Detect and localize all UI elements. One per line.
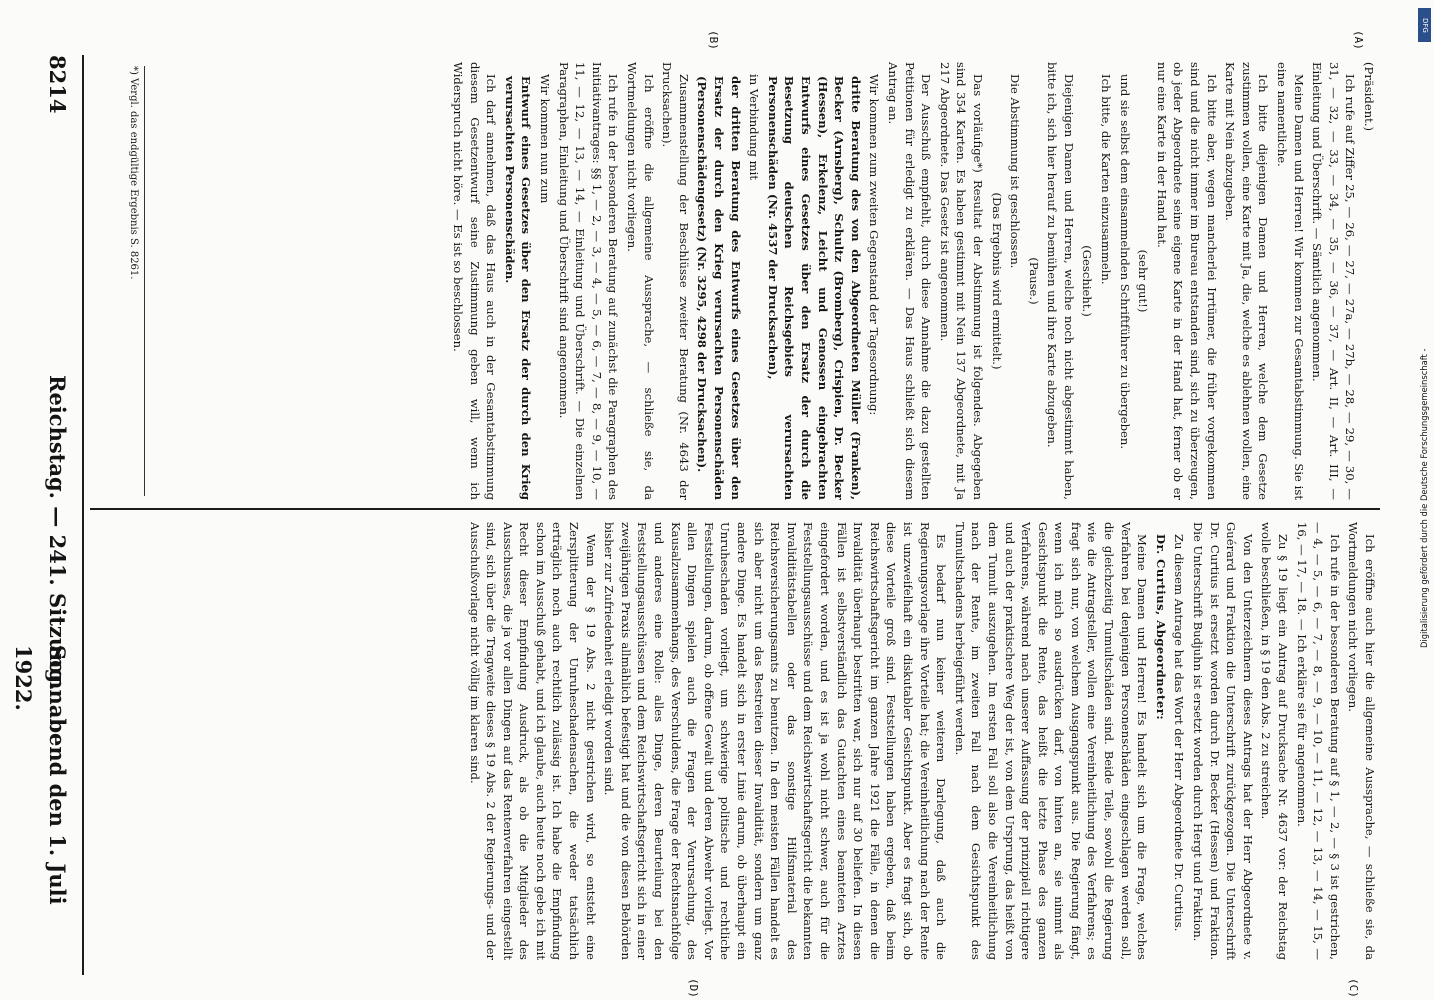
agenda-item: der dritten Beratung des Entwurfs eines Gesetzes über den Ersatz der durch den Krieg verursachten Personenschäden (Personenschädengesetz) (Nr. 3295, 4298 der Drucksachen). bbox=[695, 76, 743, 500]
paragraph: Ich rufe in der besonderen Beratung auf § 1, — 2, — § 3 ist gestrichen, — 4, — 5, — 6, — 7, — 8, — 9, — 10, — 11, — 12, — 13, — 14, — 15, — 16, — 17, — 18. — Ich erkläre sie für angenommen. bbox=[1294, 522, 1342, 960]
paragraph: Zu § 19 liegt ein Antrag auf Drucksache Nr. 4637 vor: der Reichstag wolle beschließen, in § 19 den Abs. 2 zu streichen. bbox=[1259, 522, 1291, 960]
paragraph: Ich bitte diejenigen Damen und Herren, welche dem Gesetze zustimmen wollen, eine Karte mit Ja, die, welche es ablehnen wollen, eine Karte mit Nein abzugeben. bbox=[1223, 62, 1271, 500]
margin-marker-c: (C) bbox=[1347, 978, 1360, 998]
remark: (Das Ergebnis wird ermittelt.) bbox=[989, 192, 1004, 370]
paragraph: Wir kommen nun zum bbox=[538, 74, 553, 204]
dfg-logo: DFG bbox=[1418, 8, 1431, 42]
paragraph: Meine Damen und Herren! Wir kommen zur Gesamtabstimmung. Sie ist eine namentliche. bbox=[1275, 62, 1306, 500]
paragraph: Wir kommen zum zweiten Gegenstand der Tagesordnung: bbox=[867, 74, 882, 416]
paragraph: Diejenigen Damen und Herren, welche noch nicht abgestimmt haben, bitte ich, sich hier herauf zu bemühen und ihre Karte abzugeben. bbox=[1045, 62, 1076, 500]
paragraph: Das vorläufige*) Resultat der Abstimmung ist folgendes. Abgegeben sind 354 Karten. Es haben gestimmt mit Nein 137 Abgeordnete, mit Ja 217 Abgeordnete. Das Gesetz ist angenommen. bbox=[937, 62, 985, 500]
agenda-item: Entwurf eines Gesetzes über den Ersatz der durch den Krieg verursachten Personenschäden. bbox=[502, 76, 534, 500]
paragraph: Die Abstimmung ist geschlossen. bbox=[1008, 74, 1023, 269]
paragraph: Ich eröffne auch hier die allgemeine Aussprache, — schließe sie, da Wortmeldungen nicht vorliegen. bbox=[1346, 522, 1377, 960]
remark: (sehr gut!) bbox=[1136, 249, 1151, 313]
margin-marker-a: (A) bbox=[1352, 30, 1365, 50]
paragraph: in Verbindung mit bbox=[747, 74, 762, 180]
paragraph: Wenn der § 19 Abs. 2 nicht gestrichen wird, so entsteht eine Zersplitterung der Unruheschadensachen, die weder tatsächlich erträglich noch auch rechtlich zulässig ist. Ich habe die Empfindung schon im Ausschuß gehabt, und ich glaube, auch heute noch gebe ich mit Recht dieser Empfindung Ausdruck, als ob die Mitglieder des Ausschusses, die ja vor allen Dingen auf das Rentenverfahren eingestellt sind, sich über die Tragweite dieses § 19 Abs. 2 der Regierungs- und der Ausschußvorlage nicht völlig im klaren sind. bbox=[467, 522, 598, 960]
agenda-item: dritte Beratung des von den Abgeordneten Müller (Franken), Becker (Arnsberg), Schultz (Bromberg), Crispien, Dr. Becker (Hessen), Erkelenz, Leicht und Genossen eingebrachten Entwurfs eines Gesetzes über den Ersatz der durch die Besetzung deutschen Reichsgebiets verursachten Personenschäden (Nr. 4537 der Drucksachen), bbox=[765, 76, 863, 500]
paragraph: Ich rufe auf Ziffer 25, — 26, — 27, — 27a, — 27b, — 28, — 29, — 30, — 31, — 32, — 33, — 34, — 35, — 36, — 37, — Art. II, — Art. III, — Einleitung und Überschrift. — Sämtlich angenommen. bbox=[1310, 62, 1358, 500]
paragraph: Zu diesem Antrage hat das Wort der Herr Abgeordnete Dr. Curtius. bbox=[1172, 534, 1187, 932]
header-rule bbox=[82, 55, 84, 975]
paragraph: Ich bitte, die Karten einzusammeln. bbox=[1099, 74, 1114, 285]
session-date: Sonnabend den 1. Juli 1922. bbox=[11, 645, 70, 905]
paragraph: Ich bitte aber, wegen mancherlei Irrtümer, die früher vorgekommen sind und die nicht immer im Bureau entstanden sind, sich zu überzeugen, ob jeder Abgeordnete seine eigene Karte in der Hand hat, ferner ob er nur eine Karte in der Hand hat. bbox=[1154, 62, 1219, 500]
digitization-sidebar bbox=[1418, 8, 1432, 988]
digitization-note: Digitalisierung gefördert durch die Deutsche Forschungsgemeinschaft - bbox=[1419, 348, 1429, 648]
speaker-label: Dr. Curtius, Abgeordneter: bbox=[1153, 534, 1168, 721]
speaker-label: (Präsident.) bbox=[1362, 62, 1376, 132]
session-title: Reichstag. — 241. Sitzung. bbox=[45, 375, 70, 691]
paragraph: Von den Unterzeichnern dieses Antrags hat der Herr Abgeordnete v. Guérard und Fraktion die Unterschrift zurückgezogen. Die Unterschrift Dr. Curtius ist ersetzt worden durch Dr. Becker (Hessen) und Fraktion. Die Unterschrift Budjuhn ist ersetzt worden durch Hergt und Fraktion. bbox=[1191, 522, 1255, 960]
left-column bbox=[98, 62, 1378, 500]
column-divider bbox=[90, 508, 1380, 510]
paragraph: Meine Damen und Herren! Es handelt sich um die Frage, welches Verfahren bei denjenigen Personenschäden eingeschlagen werden soll, die gleichzeitig Tumultschäden sind. Beide Teile, sowohl die Regierung wie die Antragsteller, wollen eine Vereinheitlichung des Verfahrens; es fragt sich nur, von welchem Ausgangspunkt aus. Die Regierung fängt, wenn ich mich so ausdrücken darf, von hinten an, sie nimmt als Gesichtspunkt die Rente, das heißt die letzte Phase des ganzen Verfahrens, während nach unserer Auffassung der prinzipiell richtigere und auch der praktischere Weg der ist, von dem Ursprung, das heißt von dem Tumult auszugehen. Im ersten Fall soll also die Vereinheitlichung nach der Rente, im zweiten Fall nach dem Gesichtspunkt des Tumultschadens herbeigeführt werden. bbox=[952, 522, 1150, 960]
remark: (Geschieht.) bbox=[1080, 245, 1095, 317]
page-header bbox=[11, 55, 74, 975]
paragraph: und sie selbst dem einsammelnden Schriftführer zu übergeben. bbox=[1117, 74, 1132, 450]
paragraph: Ich rufe in der besonderen Beratung auf zunächst die Paragraphen des Initiativantrages: §§ 1, — 2, — 3, — 4, — 5, — 6, — 7, — 8, — 9, — 10, — 11, — 12, — 13, — 14, — Einleitung und Überschrift. — Die einzelnen Paragraphen, Einleitung und Überschrift sind angenommen. bbox=[556, 62, 621, 500]
remark: (Pause.) bbox=[1026, 257, 1041, 305]
paragraph: Es bedarf nun keiner weiteren Darlegung, daß auch die Regierungsvorlage ihre Vorteile hat; die Vereinheitlichung nach der Rente ist unzweifelhaft ein diskutabler Gesichtspunkt. Aber es fragt sich, ob diese Vorteile groß sind. Feststellungen haben ergeben, daß beim Reichswirtschaftsgericht im ganzen Jahre 1921 die Fälle, in denen die Invalidität überhaupt bestritten war, sich nur auf 30 beliefen. In diesen Fällen ist selbstverständlich das Gutachten eines beamteten Arztes eingefordert worden, und es ist ja wohl nicht schwer, auch für die Feststellungsausschüsse und dem Reichswirtschaftsgericht die bekannten Invaliditätstabellen oder das sonstige Hilfsmaterial des Reichsversicherungsamts zu benutzen. In den meisten Fällen handelt es sich aber nicht um das Bestreiten dieser Invalidität, sondern um ganz andere Dinge. Es handelt sich in erster Linie darum, ob überhaupt ein Unruheschaden vorliegt, um schwierige politische und rechtliche Feststellungen, darum, ob offene Gewalt und deren Abwehr vorliegt. Vor allen Dingen spielen auch die Fragen der Verursachung, des Kausalzusammenhangs, des Verschuldens, die Frage der Rechtsnachfolge und anderes eine Rolle: alles Dinge, deren Beurteilung bei den Feststellungsausschüssen und dem Reichswirtschaftsgericht sich in einer zweijährigen Praxis allmählich befestigt hat und die von diesen Behörden bisher zur Zufriedenheit erledigt worden sind. bbox=[602, 522, 949, 960]
right-column bbox=[98, 522, 1378, 960]
paragraph: Zusammenstellung der Beschlüsse zweiter Beratung (Nr. 4643 der Drucksachen). bbox=[660, 62, 691, 500]
paragraph: Ich darf annehmen, daß das Haus auch in der Gesamtabstimmung diesem Gesetzentwurf seine Zustimmung geben will, wenn ich Widerspruch nicht höre. — Es ist so beschlossen. bbox=[451, 62, 499, 500]
page-number: 8214 bbox=[45, 55, 70, 114]
paragraph: Der Ausschuß empfiehlt, durch diese Annahme die dazu gestellten Petitionen für erledigt zu erklären. — Das Haus schließt sich diesem Antrag an. bbox=[885, 62, 934, 500]
margin-marker-d: (D) bbox=[687, 978, 700, 998]
paragraph: Ich eröffne die allgemeine Aussprache, — schließe sie, da Wortmeldungen nicht vorliegen. bbox=[625, 62, 656, 500]
footnote: *) Vergl. das endgültige Ergebnis S. 8261. bbox=[126, 66, 145, 496]
margin-marker-b: (B) bbox=[707, 30, 720, 50]
